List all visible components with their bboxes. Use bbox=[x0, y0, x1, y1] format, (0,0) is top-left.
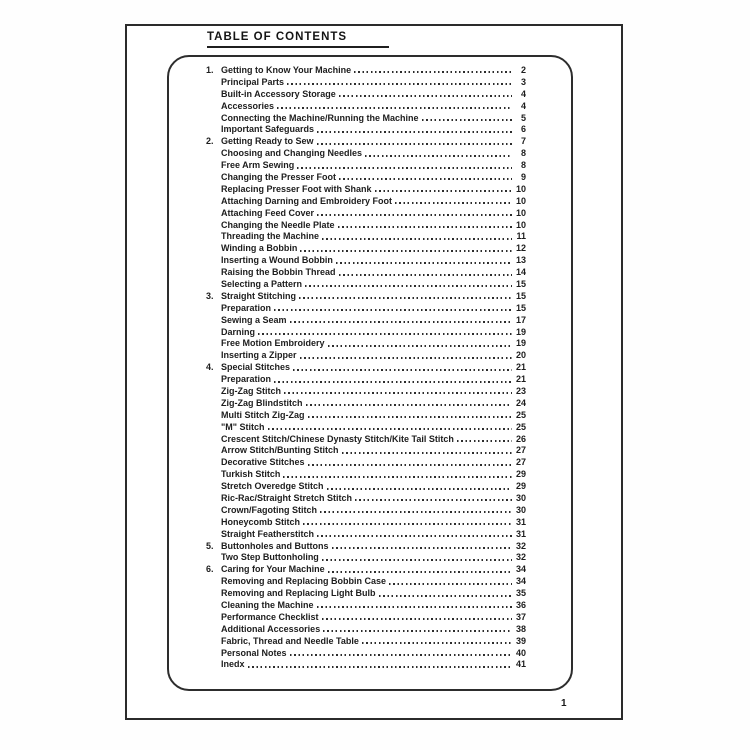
entry-page: 21 bbox=[515, 362, 526, 373]
dot-leader bbox=[268, 428, 512, 430]
entry-page: 29 bbox=[515, 469, 526, 480]
entry-page: 40 bbox=[515, 647, 526, 658]
dot-leader bbox=[342, 452, 513, 454]
entry-label: Arrow Stitch/Bunting Stitch bbox=[221, 445, 339, 456]
dot-leader bbox=[422, 119, 512, 121]
dot-leader bbox=[379, 595, 512, 597]
toc-sub-entry bbox=[206, 552, 526, 564]
toc-sub-entry bbox=[206, 599, 526, 611]
toc-sub-entry bbox=[206, 373, 526, 385]
entry-page: 5 bbox=[520, 112, 526, 123]
dot-leader bbox=[365, 155, 512, 157]
entry-page: 2 bbox=[520, 64, 526, 75]
entry-label: Attaching Feed Cover bbox=[221, 207, 315, 218]
toc-sub-entry bbox=[206, 456, 526, 468]
dot-leader bbox=[322, 238, 512, 240]
entry-label: Multi Stitch Zig-Zag bbox=[221, 409, 305, 420]
entry-label: Preparation bbox=[221, 374, 272, 385]
entry-page: 17 bbox=[515, 314, 526, 325]
toc-sub-entry bbox=[206, 159, 526, 171]
dot-leader bbox=[328, 345, 512, 347]
toc-sub-entry bbox=[206, 112, 526, 124]
entry-number: 6. bbox=[206, 564, 214, 575]
dot-leader bbox=[395, 202, 512, 204]
entry-label: "M" Stitch bbox=[221, 421, 265, 432]
entry-label: Straight Featherstitch bbox=[221, 528, 315, 539]
toc-sub-entry bbox=[206, 337, 526, 349]
entry-label: Ric-Rac/Straight Stretch Stitch bbox=[221, 493, 353, 503]
toc-sub-entry bbox=[206, 409, 526, 421]
entry-label: Built-in Accessory Storage bbox=[221, 88, 336, 99]
entry-label: Inserting a Wound Bobbin bbox=[221, 255, 333, 266]
toc-sub-entry bbox=[206, 100, 526, 112]
toc-sub-entry bbox=[206, 278, 526, 290]
dot-leader bbox=[362, 642, 512, 644]
entry-page: 6 bbox=[520, 124, 526, 135]
toc-sub-entry bbox=[206, 480, 526, 492]
entry-page: 15 bbox=[515, 278, 526, 289]
entry-page: 29 bbox=[515, 481, 526, 492]
dot-leader bbox=[283, 476, 512, 478]
entry-number: 5. bbox=[206, 540, 214, 551]
toc-sub-entry bbox=[206, 528, 526, 540]
entry-page: 11 bbox=[516, 231, 526, 242]
entry-label: Zig-Zag Stitch bbox=[221, 385, 281, 396]
entry-page: 10 bbox=[515, 195, 526, 206]
toc-sub-entry bbox=[206, 123, 526, 135]
toc-sub-entry bbox=[206, 575, 526, 587]
entry-page: 24 bbox=[515, 397, 526, 408]
entry-label: Inedx bbox=[221, 659, 245, 670]
entry-label: Choosing and Changing Needles bbox=[221, 148, 363, 159]
entry-page: 37 bbox=[515, 611, 526, 622]
entry-label: Raising the Bobbin Thread bbox=[221, 267, 336, 278]
dot-leader bbox=[258, 333, 512, 335]
toc-sub-entry bbox=[206, 468, 526, 480]
entry-label: Darning bbox=[221, 326, 256, 337]
dot-leader bbox=[354, 71, 512, 73]
entry-label: Zig-Zag Blindstitch bbox=[221, 397, 303, 408]
entry-label: Principal Parts bbox=[221, 76, 285, 87]
toc-sub-entry bbox=[206, 421, 526, 433]
entry-page: 27 bbox=[515, 445, 526, 456]
dot-leader bbox=[317, 143, 512, 145]
dot-leader bbox=[248, 666, 512, 668]
toc-sub-entry bbox=[206, 516, 526, 528]
dot-leader bbox=[457, 440, 512, 442]
entry-label: Preparation bbox=[221, 302, 272, 313]
toc-sub-entry bbox=[206, 397, 526, 409]
entry-label: Selecting a Pattern bbox=[221, 278, 303, 289]
dot-leader bbox=[317, 535, 512, 537]
entry-page: 14 bbox=[515, 267, 526, 278]
entry-label: Additional Accessories bbox=[221, 623, 321, 634]
entry-number: 3. bbox=[206, 290, 214, 301]
toc-sub-entry bbox=[206, 195, 526, 207]
entry-label: Removing and Replacing Light Bulb bbox=[221, 588, 376, 599]
entry-page: 13 bbox=[515, 255, 526, 266]
dot-leader bbox=[287, 83, 512, 85]
toc-section-entry bbox=[206, 64, 526, 76]
entry-label: Accessories bbox=[221, 100, 275, 111]
page-number: 1 bbox=[561, 698, 567, 709]
entry-page: 31 bbox=[515, 528, 526, 539]
dot-leader bbox=[306, 404, 513, 406]
dot-leader bbox=[323, 630, 512, 632]
entry-page: 34 bbox=[515, 564, 526, 575]
dot-leader bbox=[332, 547, 513, 549]
toc-sub-entry bbox=[206, 242, 526, 254]
dot-leader bbox=[284, 392, 512, 394]
entry-label: Free Motion Embroidery bbox=[221, 338, 325, 349]
entry-page: 38 bbox=[515, 623, 526, 634]
toc-sub-entry bbox=[206, 88, 526, 100]
entry-label: Crescent Stitch/Chinese Dynasty Stitch/Kite Tail Stitch bbox=[221, 433, 454, 444]
toc-sub-entry bbox=[206, 207, 526, 219]
entry-label: Winding a Bobbin bbox=[221, 243, 298, 254]
entry-number: 4. bbox=[206, 362, 214, 373]
entry-page: 23 bbox=[515, 385, 526, 396]
dot-leader bbox=[389, 583, 512, 585]
entry-page: 30 bbox=[515, 504, 526, 515]
toc-sub-entry bbox=[206, 230, 526, 242]
entry-label: Caring for Your Machine bbox=[221, 564, 325, 575]
dot-leader bbox=[339, 178, 512, 180]
entry-label: Attaching Darning and Embroidery Foot bbox=[221, 195, 393, 206]
entry-label: Getting Ready to Sew bbox=[221, 136, 314, 147]
dot-leader bbox=[327, 488, 512, 490]
toc-sub-entry bbox=[206, 587, 526, 599]
entry-label: Special Stitches bbox=[221, 362, 291, 373]
entry-number: 2. bbox=[206, 136, 214, 147]
entry-page: 21 bbox=[515, 374, 526, 385]
dot-leader bbox=[339, 95, 512, 97]
entry-page: 26 bbox=[515, 433, 526, 444]
dot-leader bbox=[317, 606, 512, 608]
dot-leader bbox=[293, 369, 512, 371]
page-border bbox=[125, 24, 623, 720]
entry-page: 4 bbox=[520, 100, 526, 111]
dot-leader bbox=[322, 559, 512, 561]
entry-page: 9 bbox=[520, 171, 526, 182]
dot-leader bbox=[320, 511, 512, 513]
entry-label: Cleaning the Machine bbox=[221, 600, 314, 611]
dot-leader bbox=[299, 297, 512, 299]
entry-page: 10 bbox=[515, 219, 526, 230]
entry-label: Changing the Needle Plate bbox=[221, 219, 335, 230]
entry-label: Straight Stitching bbox=[221, 290, 296, 301]
entry-label: Important Safeguards bbox=[221, 124, 315, 135]
dot-leader bbox=[375, 190, 512, 192]
entry-label: Free Arm Sewing bbox=[221, 160, 295, 171]
toc-sub-entry bbox=[206, 445, 526, 457]
dot-leader bbox=[274, 381, 512, 383]
toc-sub-entry bbox=[206, 302, 526, 314]
dot-leader bbox=[300, 357, 512, 359]
entry-label: Connecting the Machine/Running the Machine bbox=[221, 112, 419, 123]
toc-section-entry bbox=[206, 540, 526, 552]
entry-number: 1. bbox=[206, 64, 214, 75]
toc-sub-entry bbox=[206, 635, 526, 647]
entry-label: Turkish Stitch bbox=[221, 469, 281, 480]
entry-page: 31 bbox=[515, 516, 526, 527]
entry-label: Removing and Replacing Bobbin Case bbox=[221, 576, 387, 587]
dot-leader bbox=[274, 309, 512, 311]
dot-leader bbox=[303, 523, 512, 525]
dot-leader bbox=[300, 250, 512, 252]
toc-sub-entry bbox=[206, 385, 526, 397]
dot-leader bbox=[339, 274, 512, 276]
entry-label: Honeycomb Stitch bbox=[221, 516, 301, 527]
entry-page: 25 bbox=[515, 421, 526, 432]
toc-sub-entry bbox=[206, 647, 526, 659]
dot-leader bbox=[305, 285, 512, 287]
entry-page: 3 bbox=[520, 76, 526, 87]
toc-box bbox=[167, 55, 573, 691]
entry-page: 7 bbox=[520, 136, 526, 147]
entry-page: 41 bbox=[515, 659, 526, 670]
entry-label: Two Step Buttonholing bbox=[221, 552, 319, 563]
entry-page: 30 bbox=[515, 493, 526, 503]
entry-page: 12 bbox=[515, 243, 526, 254]
entry-label: Fabric, Thread and Needle Table bbox=[221, 635, 359, 646]
entry-label: Replacing Presser Foot with Shank bbox=[221, 183, 372, 194]
toc-sub-entry bbox=[206, 314, 526, 326]
entry-label: Buttonholes and Buttons bbox=[221, 540, 329, 551]
toc-sub-entry bbox=[206, 266, 526, 278]
entry-label: Changing the Presser Foot bbox=[221, 171, 337, 182]
entry-page: 32 bbox=[515, 540, 526, 551]
dot-leader bbox=[308, 416, 513, 418]
entry-page: 8 bbox=[520, 160, 526, 171]
dot-leader bbox=[317, 131, 512, 133]
toc-sub-entry bbox=[206, 623, 526, 635]
toc-section-entry bbox=[206, 135, 526, 147]
toc-list bbox=[206, 64, 526, 670]
entry-page: 15 bbox=[515, 302, 526, 313]
entry-page: 19 bbox=[515, 326, 526, 337]
dot-leader bbox=[336, 262, 512, 264]
dot-leader bbox=[317, 214, 512, 216]
entry-page: 25 bbox=[515, 409, 526, 420]
toc-sub-entry bbox=[206, 659, 526, 671]
toc-sub-entry bbox=[206, 254, 526, 266]
entry-page: 8 bbox=[520, 148, 526, 159]
dot-leader bbox=[338, 226, 512, 228]
entry-page: 20 bbox=[515, 350, 526, 361]
dot-leader bbox=[322, 618, 512, 620]
toc-sub-entry bbox=[206, 219, 526, 231]
entry-page: 32 bbox=[515, 552, 526, 563]
entry-page: 10 bbox=[515, 207, 526, 218]
entry-label: Sewing a Seam bbox=[221, 314, 287, 325]
toc-sub-entry bbox=[206, 504, 526, 516]
dot-leader bbox=[328, 571, 512, 573]
entry-label: Inserting a Zipper bbox=[221, 350, 297, 361]
entry-page: 39 bbox=[515, 635, 526, 646]
toc-sub-entry bbox=[206, 349, 526, 361]
dot-leader bbox=[277, 107, 512, 109]
entry-page: 4 bbox=[520, 88, 526, 99]
toc-sub-entry bbox=[206, 611, 526, 623]
toc-section-entry bbox=[206, 290, 526, 302]
entry-page: 27 bbox=[515, 457, 526, 468]
dot-leader bbox=[290, 321, 512, 323]
entry-page: 15 bbox=[515, 290, 526, 301]
entry-label: Stretch Overedge Stitch bbox=[221, 481, 324, 492]
entry-page: 35 bbox=[515, 588, 526, 599]
toc-section-entry bbox=[206, 361, 526, 373]
entry-label: Performance Checklist bbox=[221, 611, 319, 622]
dot-leader bbox=[290, 654, 512, 656]
toc-sub-entry bbox=[206, 433, 526, 445]
toc-section-entry bbox=[206, 563, 526, 575]
entry-label: Personal Notes bbox=[221, 647, 287, 658]
entry-page: 34 bbox=[515, 576, 526, 587]
entry-label: Threading the Machine bbox=[221, 231, 320, 242]
dot-leader bbox=[297, 167, 512, 169]
toc-sub-entry bbox=[206, 326, 526, 338]
toc-sub-entry bbox=[206, 183, 526, 195]
toc-sub-entry bbox=[206, 492, 526, 504]
entry-page: 10 bbox=[515, 183, 526, 194]
entry-label: Decorative Stitches bbox=[221, 457, 305, 468]
toc-sub-entry bbox=[206, 171, 526, 183]
dot-leader bbox=[355, 499, 512, 501]
entry-label: Crown/Fagoting Stitch bbox=[221, 504, 317, 515]
toc-sub-entry bbox=[206, 147, 526, 159]
entry-page: 36 bbox=[515, 600, 526, 611]
toc-sub-entry bbox=[206, 76, 526, 88]
entry-label: Getting to Know Your Machine bbox=[221, 64, 352, 75]
entry-page: 19 bbox=[515, 338, 526, 349]
dot-leader bbox=[308, 464, 512, 466]
page-title: TABLE OF CONTENTS bbox=[207, 31, 389, 48]
